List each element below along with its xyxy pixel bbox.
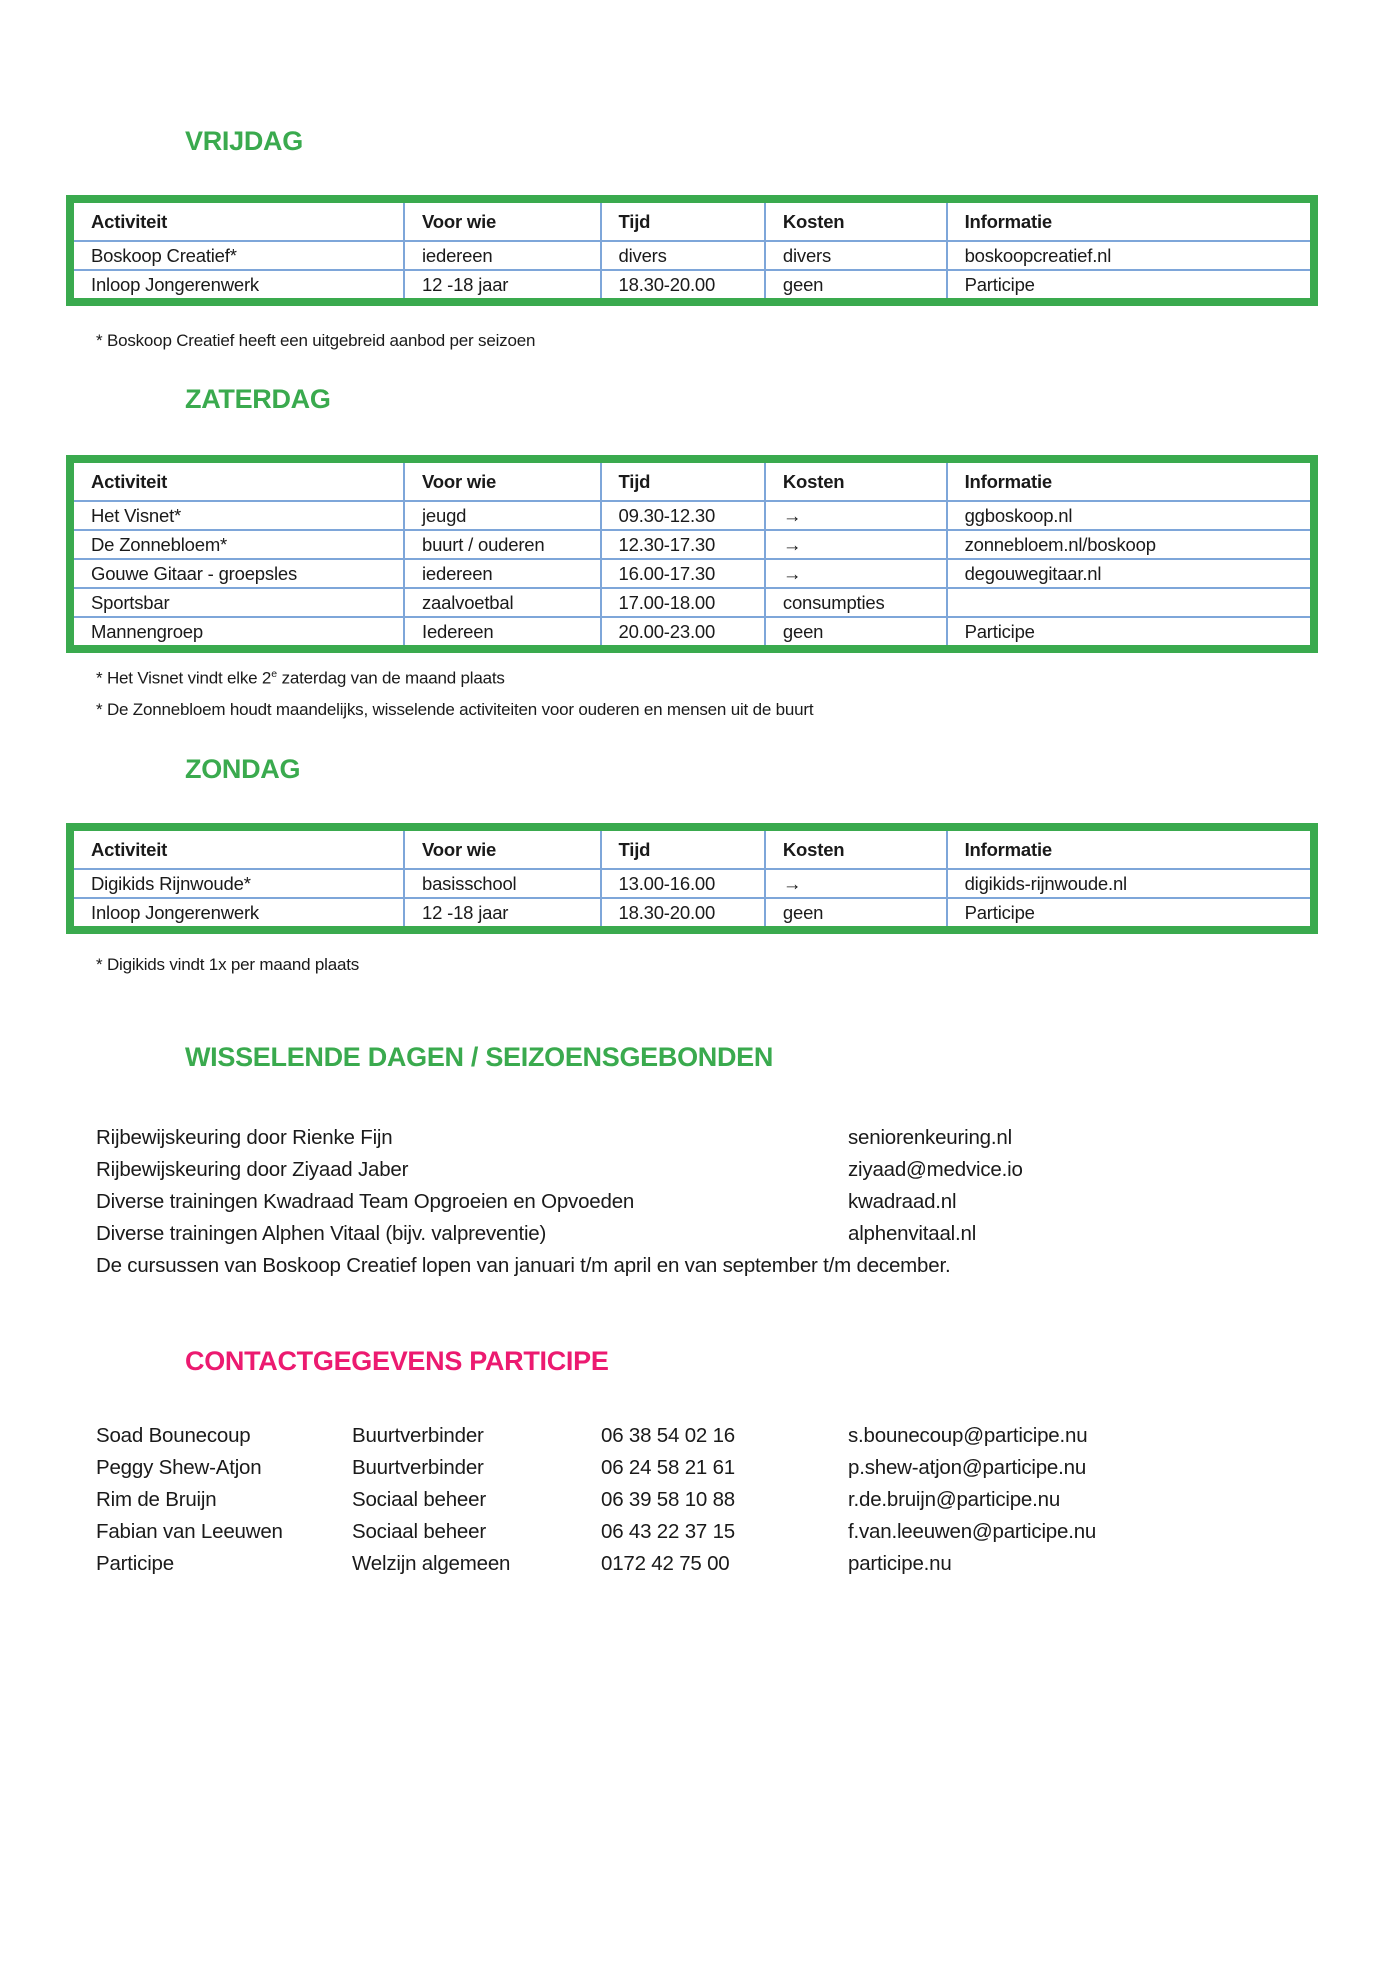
season-note: De cursussen van Boskoop Creatief lopen van januari t/m april en van september t/m december. <box>96 1254 951 1277</box>
table-row <box>74 869 1310 898</box>
section-title-contactgegevens: CONTACTGEGEVENS PARTICIPE <box>185 1346 609 1376</box>
table-row <box>74 270 1310 298</box>
contact-row <box>96 1516 1336 1548</box>
activity-label: Diverse trainingen Kwadraad Team Opgroeien en Opvoeden <box>96 1190 635 1213</box>
table-header-row <box>74 463 1310 501</box>
list-item <box>96 1154 1336 1186</box>
wisselende-dagen-list <box>96 1122 1336 1282</box>
cell-activiteit: Sportsbar <box>74 588 404 617</box>
table-row <box>74 588 1310 617</box>
activity-info: seniorenkeuring.nl <box>848 1126 1012 1149</box>
contact-list <box>96 1420 1336 1580</box>
contact-row <box>96 1548 1336 1580</box>
contact-phone: 06 38 54 02 16 <box>601 1424 735 1447</box>
cell-activiteit: Inloop Jongerenwerk <box>74 898 404 926</box>
cell-voor-wie: zaalvoetbal <box>404 588 601 617</box>
contact-role: Sociaal beheer <box>352 1488 486 1511</box>
activity-info: alphenvitaal.nl <box>848 1222 977 1245</box>
column-header-voor-wie: Voor wie <box>404 463 601 501</box>
cell-informatie: digikids-rijnwoude.nl <box>947 869 1310 898</box>
contact-row <box>96 1452 1336 1484</box>
cell-voor-wie: buurt / ouderen <box>404 530 601 559</box>
contact-email: p.shew-atjon@participe.nu <box>848 1456 1087 1479</box>
cell-tijd: divers <box>601 241 765 270</box>
section-title-vrijdag: VRIJDAG <box>185 126 303 156</box>
cell-voor-wie: 12 -18 jaar <box>404 270 601 298</box>
table-row <box>74 241 1310 270</box>
cell-kosten: geen <box>765 898 947 926</box>
cell-voor-wie: iedereen <box>404 241 601 270</box>
contact-email: f.van.leeuwen@participe.nu <box>848 1520 1097 1543</box>
contact-phone: 06 24 58 21 61 <box>601 1456 735 1479</box>
cell-tijd: 12.30-17.30 <box>601 530 765 559</box>
column-header-informatie: Informatie <box>947 831 1310 869</box>
cell-activiteit: De Zonnebloem* <box>74 530 404 559</box>
contact-name: Rim de Bruijn <box>96 1488 217 1511</box>
cell-voor-wie: 12 -18 jaar <box>404 898 601 926</box>
footnote: * Het Visnet vindt elke 2e zaterdag van de maand plaats <box>96 668 505 688</box>
column-header-kosten: Kosten <box>765 203 947 241</box>
contact-role: Welzijn algemeen <box>352 1552 511 1575</box>
contact-phone: 0172 42 75 00 <box>601 1552 730 1575</box>
contact-email: s.bounecoup@participe.nu <box>848 1424 1088 1447</box>
contact-name: Participe <box>96 1552 174 1575</box>
contact-row <box>96 1420 1336 1452</box>
cell-tijd: 18.30-20.00 <box>601 270 765 298</box>
column-header-tijd: Tijd <box>601 463 765 501</box>
cell-informatie: degouwegitaar.nl <box>947 559 1310 588</box>
table-row <box>74 559 1310 588</box>
cell-activiteit: Inloop Jongerenwerk <box>74 270 404 298</box>
table-row <box>74 898 1310 926</box>
column-header-activiteit: Activiteit <box>74 463 404 501</box>
activity-label: Rijbewijskeuring door Ziyaad Jaber <box>96 1158 409 1181</box>
column-header-activiteit: Activiteit <box>74 203 404 241</box>
column-header-tijd: Tijd <box>601 831 765 869</box>
cell-kosten: → <box>765 501 947 530</box>
list-item <box>96 1122 1336 1154</box>
cell-kosten: divers <box>765 241 947 270</box>
list-item <box>96 1218 1336 1250</box>
contact-name: Soad Bounecoup <box>96 1424 251 1447</box>
section-title-wisselende-dagen: WISSELENDE DAGEN / SEIZOENSGEBONDEN <box>185 1042 774 1072</box>
contact-name: Peggy Shew-Atjon <box>96 1456 262 1479</box>
activity-label: Rijbewijskeuring door Rienke Fijn <box>96 1126 393 1149</box>
cell-informatie: ggboskoop.nl <box>947 501 1310 530</box>
activity-info: ziyaad@medvice.io <box>848 1158 1023 1181</box>
column-header-tijd: Tijd <box>601 203 765 241</box>
cell-kosten: → <box>765 559 947 588</box>
cell-informatie: zonnebloem.nl/boskoop <box>947 530 1310 559</box>
column-header-voor-wie: Voor wie <box>404 203 601 241</box>
table-header-row <box>74 831 1310 869</box>
table-row <box>74 530 1310 559</box>
footnote: * De Zonnebloem houdt maandelijks, wisselende activiteiten voor ouderen en mensen uit de buurt <box>96 700 814 719</box>
cell-tijd: 17.00-18.00 <box>601 588 765 617</box>
table-row <box>74 617 1310 645</box>
cell-activiteit: Gouwe Gitaar - groepsles <box>74 559 404 588</box>
cell-tijd: 16.00-17.30 <box>601 559 765 588</box>
cell-activiteit: Digikids Rijnwoude* <box>74 869 404 898</box>
footnote: * Boskoop Creatief heeft een uitgebreid aanbod per seizoen <box>96 331 536 350</box>
contact-email: participe.nu <box>848 1552 952 1575</box>
table-row <box>74 501 1310 530</box>
section-title-zondag: ZONDAG <box>185 754 301 784</box>
contact-phone: 06 39 58 10 88 <box>601 1488 735 1511</box>
cell-kosten: geen <box>765 270 947 298</box>
cell-informatie <box>947 588 1310 617</box>
cell-tijd: 09.30-12.30 <box>601 501 765 530</box>
table-header-row <box>74 203 1310 241</box>
cell-kosten: → <box>765 530 947 559</box>
contact-role: Sociaal beheer <box>352 1520 486 1543</box>
table-vrijdag <box>66 195 1318 306</box>
contact-row <box>96 1484 1336 1516</box>
contact-role: Buurtverbinder <box>352 1456 484 1479</box>
cell-informatie: Participe <box>964 901 1035 923</box>
cell-tijd: 18.30-20.00 <box>601 898 765 926</box>
cell-informatie: boskoopcreatief.nl <box>947 241 1310 270</box>
list-item <box>96 1186 1336 1218</box>
cell-kosten: geen <box>765 617 947 645</box>
footnote: * Digikids vindt 1x per maand plaats <box>96 955 360 974</box>
cell-voor-wie: basisschool <box>404 869 601 898</box>
cell-activiteit: Boskoop Creatief* <box>74 241 404 270</box>
cell-kosten: consumpties <box>765 588 947 617</box>
column-header-informatie: Informatie <box>947 203 1310 241</box>
section-title-zaterdag: ZATERDAG <box>185 384 331 414</box>
table-zaterdag <box>66 455 1318 653</box>
column-header-kosten: Kosten <box>765 831 947 869</box>
cell-kosten: → <box>765 869 947 898</box>
cell-activiteit: Mannengroep <box>74 617 404 645</box>
cell-tijd: 20.00-23.00 <box>601 617 765 645</box>
cell-voor-wie: Iedereen <box>404 617 601 645</box>
contact-name: Fabian van Leeuwen <box>96 1520 283 1543</box>
contact-role: Buurtverbinder <box>352 1424 484 1447</box>
cell-informatie: Participe <box>964 273 1035 295</box>
column-header-kosten: Kosten <box>765 463 947 501</box>
cell-activiteit: Het Visnet* <box>74 501 404 530</box>
column-header-informatie: Informatie <box>947 463 1310 501</box>
cell-informatie: Participe <box>964 620 1035 642</box>
table-zondag <box>66 823 1318 934</box>
column-header-activiteit: Activiteit <box>74 831 404 869</box>
cell-voor-wie: iedereen <box>404 559 601 588</box>
column-header-voor-wie: Voor wie <box>404 831 601 869</box>
activity-label: Diverse trainingen Alphen Vitaal (bijv. valpreventie) <box>96 1222 547 1245</box>
activity-info: kwadraad.nl <box>848 1190 957 1213</box>
contact-email: r.de.bruijn@participe.nu <box>848 1488 1061 1511</box>
contact-phone: 06 43 22 37 15 <box>601 1520 735 1543</box>
cell-voor-wie: jeugd <box>404 501 601 530</box>
cell-tijd: 13.00-16.00 <box>601 869 765 898</box>
